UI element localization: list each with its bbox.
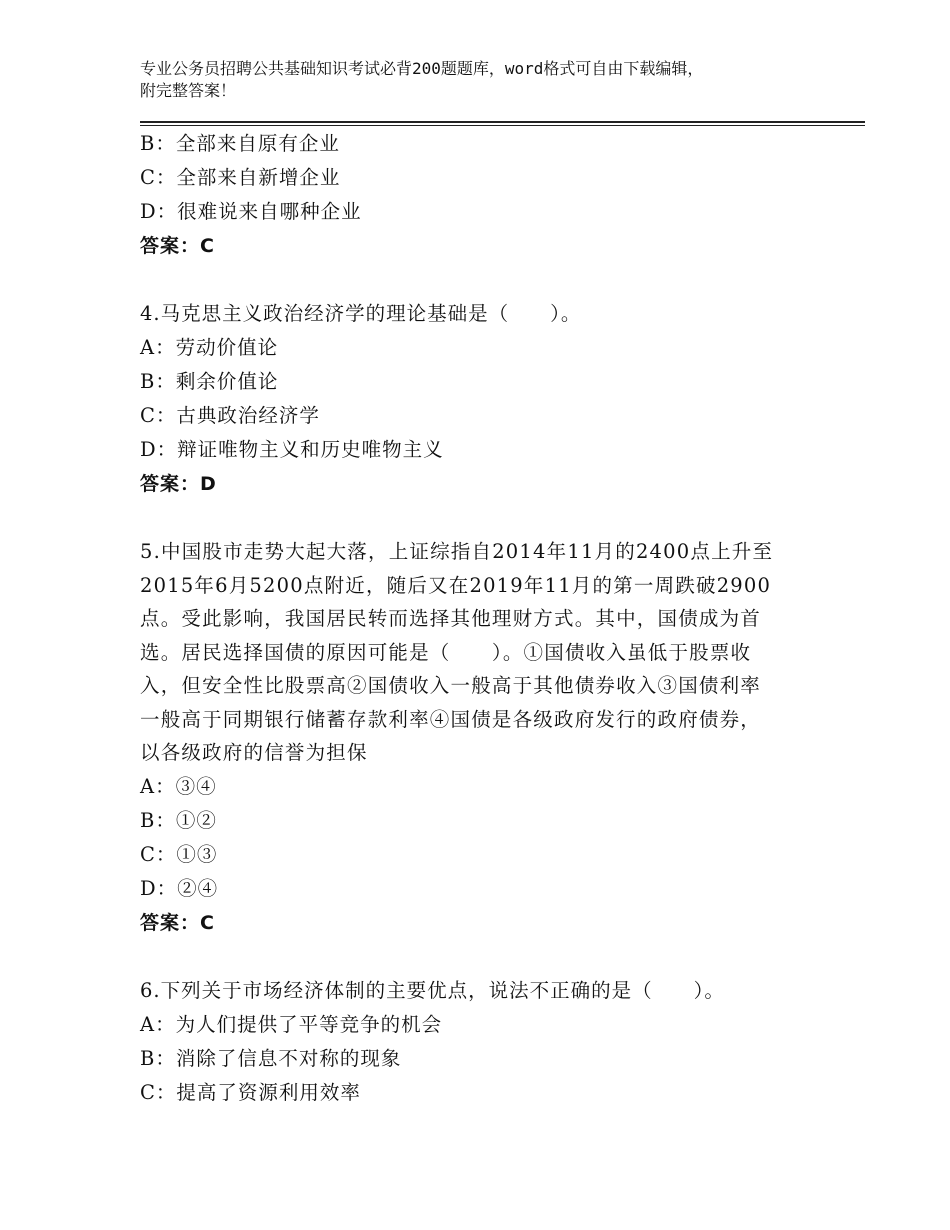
option-a: A：劳动价值论 bbox=[140, 336, 279, 359]
question-stem: 4.马克思主义政治经济学的理论基础是（ ）。 bbox=[140, 302, 582, 325]
question-stem-line: 一般高于同期银行储蓄存款利率④国债是各级政府发行的政府债券， bbox=[140, 707, 762, 731]
option-b: B：①② bbox=[140, 808, 217, 832]
question-3 bbox=[140, 127, 820, 263]
option-a: A：③④ bbox=[140, 774, 217, 798]
question-stem-line: 点。受此影响，我国居民转而选择其他理财方式。其中，国债成为首 bbox=[140, 607, 762, 630]
header-line-2: 附完整答案！ bbox=[140, 81, 237, 100]
spacer bbox=[140, 263, 820, 297]
header-rule-thin bbox=[140, 125, 865, 126]
option-c: C：古典政治经济学 bbox=[140, 404, 320, 427]
header-rule-thick bbox=[140, 121, 865, 123]
answer: 答案：C bbox=[140, 911, 215, 934]
option-a: A：为人们提供了平等竞争的机会 bbox=[140, 1012, 443, 1036]
question-stem-line: 选。居民选择国债的原因可能是（ ）。①国债收入虽低于股票收 bbox=[140, 640, 752, 664]
answer: 答案：D bbox=[140, 473, 217, 495]
option-c: C：全部来自新增企业 bbox=[140, 166, 341, 189]
option-d: D：很难说来自哪种企业 bbox=[140, 200, 362, 223]
option-c: C：提高了资源利用效率 bbox=[140, 1080, 361, 1104]
question-6 bbox=[140, 974, 820, 1110]
option-d: D：②④ bbox=[140, 876, 219, 900]
question-stem-line: 入，但安全性比股票高②国债收入一般高于其他债券收入③国债利率 bbox=[140, 674, 762, 697]
answer: 答案：C bbox=[140, 235, 215, 257]
document-header bbox=[140, 58, 820, 102]
document-body bbox=[140, 127, 820, 1110]
question-stem-line: 5.中国股市走势大起大落，上证综指自2014年11月的2400点上升至 bbox=[140, 540, 774, 563]
option-b: B：消除了信息不对称的现象 bbox=[140, 1046, 402, 1070]
header-line-1: 专业公务员招聘公共基础知识考试必背200题题库，word格式可自由下载编辑， bbox=[140, 59, 704, 78]
option-d: D：辩证唯物主义和历史唯物主义 bbox=[140, 438, 444, 461]
question-stem-line: 以各级政府的信誉为担保 bbox=[140, 741, 368, 764]
question-stem-line: 2015年6月5200点附近，随后又在2019年11月的第一周跌破2900 bbox=[140, 573, 772, 597]
spacer bbox=[140, 940, 820, 974]
option-b: B：剩余价值论 bbox=[140, 370, 279, 393]
option-b: B：全部来自原有企业 bbox=[140, 132, 340, 155]
question-stem: 6.下列关于市场经济体制的主要优点，说法不正确的是（ ）。 bbox=[140, 978, 725, 1002]
question-5 bbox=[140, 535, 820, 940]
spacer bbox=[140, 501, 820, 535]
question-4 bbox=[140, 297, 820, 501]
option-c: C：①③ bbox=[140, 842, 218, 866]
